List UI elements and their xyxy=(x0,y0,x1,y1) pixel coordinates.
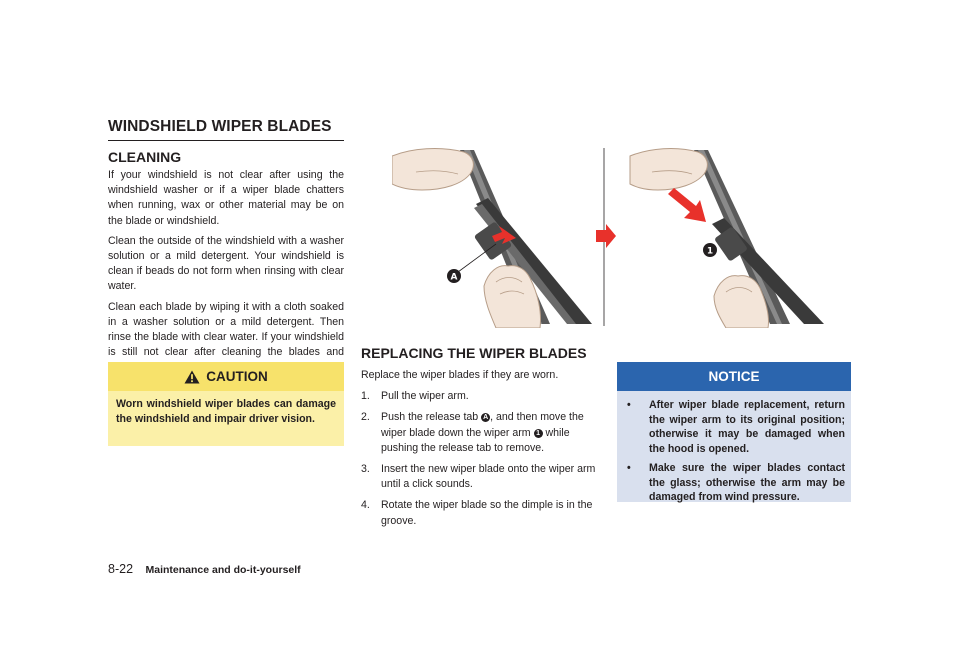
cleaning-text xyxy=(108,168,344,381)
replacing-steps xyxy=(361,368,601,535)
step-item: 1. Pull the wiper arm. xyxy=(361,390,469,403)
step-item: 2. Push the release tab A , and then move the wiper blade down the wiper arm 1 while pushing the release tab to remove. xyxy=(361,411,584,454)
cleaning-paragraph: Clean each blade by wiping it with a cloth soaked in a washer solution or a mild detergent. Then rinse the blade with clear water. If your windshield is still not clear after cleaning the blades and xyxy=(108,300,344,359)
right-panel-figure xyxy=(630,149,824,328)
step-item: 4. Rotate the wiper blade so the dimple is in the groove. xyxy=(361,499,593,527)
warning-icon xyxy=(184,370,200,384)
step-item: 3. Insert the new wiper blade onto the wiper arm until a click sounds. xyxy=(361,463,596,491)
cleaning-paragraph: Clean the outside of the windshield with a washer solution or a mild detergent. Your windshield is clean if beads do not form when rinsing with clear water. xyxy=(108,234,344,293)
cleaning-paragraph: If your windshield is not clear after using the windshield washer or if a wiper blade chatters when running, wax or other material may be on the blade or windshield. xyxy=(108,169,344,227)
notice-box xyxy=(617,362,851,502)
notice-header xyxy=(617,362,851,391)
replacing-intro: Replace the wiper blades if they are worn. xyxy=(361,369,559,381)
upper-hand xyxy=(392,149,473,190)
cleaning-heading: CLEANING xyxy=(108,149,182,165)
page-footer xyxy=(108,560,301,578)
replacing-heading: REPLACING THE WIPER BLADES xyxy=(361,345,587,361)
label-1: 1 xyxy=(706,246,714,257)
notice-list xyxy=(625,398,845,510)
page-number: 8-22 xyxy=(108,562,134,576)
notice-item: • Make sure the wiper blades contact the glass; otherwise the arm may be damaged from wind pressure. xyxy=(627,462,845,503)
badge-1: 1 xyxy=(534,429,543,438)
caution-header xyxy=(108,362,344,391)
caution-box xyxy=(108,362,344,446)
caution-label: CAUTION xyxy=(206,369,268,384)
next-arrow xyxy=(596,224,616,248)
chapter-title: Maintenance and do-it-yourself xyxy=(145,564,301,576)
notice-label: NOTICE xyxy=(708,369,760,384)
caution-text: Worn windshield wiper blades can damage the windshield and impair driver vision. xyxy=(116,398,336,425)
left-panel-figure xyxy=(392,149,592,328)
badge-a: A xyxy=(483,414,489,422)
section-title: WINDSHIELD WIPER BLADES xyxy=(108,118,344,141)
label-a: A xyxy=(450,272,458,283)
wiper-illustration xyxy=(392,146,824,328)
notice-item: • After wiper blade replacement, return the wiper arm to its original position; otherwise it may be damaged when the hood is opened. xyxy=(627,399,845,455)
